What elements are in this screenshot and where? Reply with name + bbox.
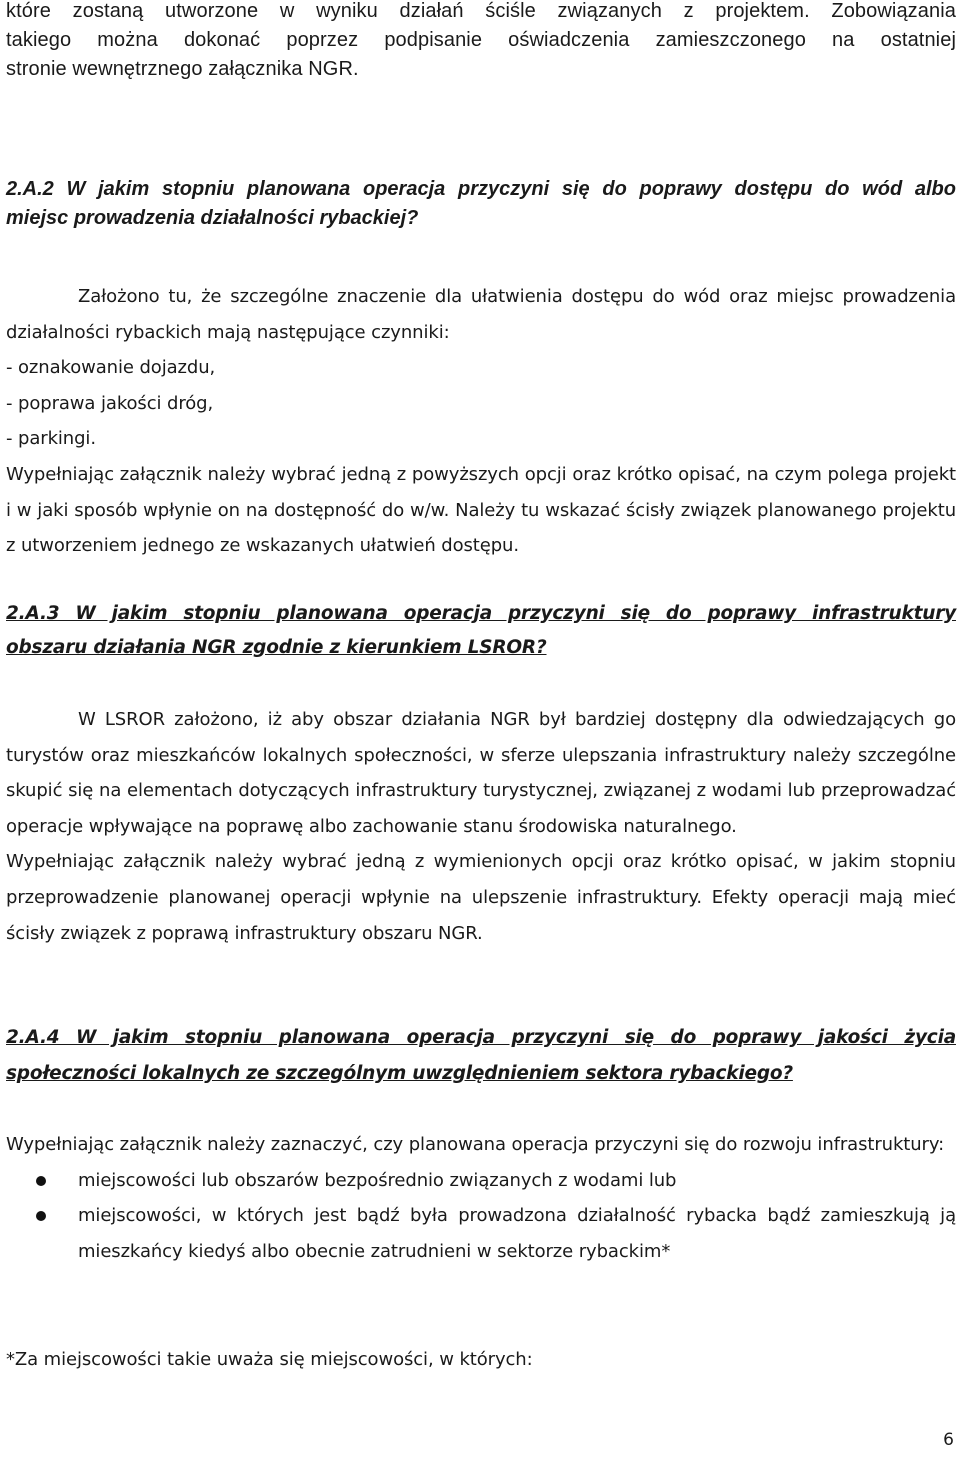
footnote: *Za miejscowości takie uważa się miejscowości, w których:	[6, 1349, 533, 1370]
section-a2-item: - poprawa jakości dróg,	[6, 392, 214, 414]
section-a4-paragraph: Wypełniając załącznik należy zaznaczyć, czy planowana operacja przyczyni się do rozwoju infrastruktury:	[6, 1134, 945, 1155]
page-number: 6	[943, 1430, 954, 1450]
section-a3-instruction: Wypełniając załącznik należy wybrać jedną z wymienionych opcji oraz krótko opisać, w jakim stopniu przeprowadzenie planowanej operacji wpłynie na ulepszenie infrastruktury. Efekty operacji mają mieć ścisły związek z poprawą infrastruktury obszaru NGR.	[6, 851, 956, 944]
section-a3-heading	[6, 597, 956, 665]
bullet-icon	[36, 1211, 46, 1221]
heading-line: społeczności lokalnych ze szczególnym uwzględnieniem sektora rybackiego?	[6, 1063, 793, 1084]
document-page	[6, 0, 956, 1460]
intro-paragraph	[6, 0, 956, 84]
intro-line: takiego można dokonać poprzez podpisanie oświadczenia zamieszczonego na ostatniej	[6, 29, 956, 51]
heading-line: miejsc prowadzenia działalności rybackiej?	[6, 207, 419, 229]
bullet-item	[6, 1198, 956, 1269]
bullet-icon	[36, 1176, 46, 1186]
section-a3-paragraph: W LSROR założono, iż aby obszar działania NGR był bardziej dostępny dla odwiedzających go turystów oraz mieszkańców lokalnych społeczności, w sferze ulepszania infrastruktury należy szczególne skupić się na elementach dotyczących infrastruktury turystycznej, związanej z wodami lub przeprowadzać operacje wpływające na poprawę albo zachowanie stanu środowiska naturalnego.	[6, 709, 956, 837]
section-a2-item: - oznakowanie dojazdu,	[6, 357, 216, 379]
section-a2-instruction: Wypełniając załącznik należy wybrać jedną z powyższych opcji oraz krótko opisać, na czym polega projekt i w jaki sposób wpłynie on na dostępność do w/w. Należy tu wskazać ścisły związek planowanego projektu z utworzeniem jednego ze wskazanych ułatwień dostępu.	[6, 463, 956, 557]
section-a3-body	[6, 702, 956, 951]
heading-line: obszaru działania NGR zgodnie z kierunkiem LSROR?	[6, 637, 547, 658]
section-a2-body	[6, 279, 956, 564]
section-a4-heading	[6, 1020, 956, 1092]
heading-line: 2.A.3 W jakim stopniu planowana operacja przyczyni się do poprawy infrastruktury	[6, 603, 956, 624]
section-a2-heading	[6, 175, 956, 233]
intro-line: które zostaną utworzone w wyniku działań ściśle związanych z projektem. Zobowiązania	[6, 0, 956, 22]
section-a2-paragraph: Założono tu, że szczególne znaczenie dla ułatwienia dostępu do wód oraz miejsc prowadzenia działalności rybackich mają następujące czynniki:	[6, 286, 956, 343]
bullet-item	[6, 1163, 956, 1199]
bullet-text: miejscowości, w których jest bądź była prowadzona działalność rybacka bądź zamieszkują ją mieszkańcy kiedyś albo obecnie zatrudnieni w sektorze rybackim*	[78, 1205, 956, 1262]
intro-line: stronie wewnętrznego załącznika NGR.	[6, 58, 359, 80]
bullet-text: miejscowości lub obszarów bezpośrednio związanych z wodami lub	[78, 1169, 677, 1191]
heading-line: 2.A.2 W jakim stopniu planowana operacja przyczyni się do poprawy dostępu do wód albo	[6, 178, 956, 200]
heading-line: 2.A.4 W jakim stopniu planowana operacja przyczyni się do poprawy jakości życia	[6, 1027, 956, 1048]
section-a2-item: - parkingi.	[6, 428, 96, 450]
section-a4-bullet-list	[6, 1163, 956, 1270]
section-a4-body	[6, 1127, 956, 1269]
